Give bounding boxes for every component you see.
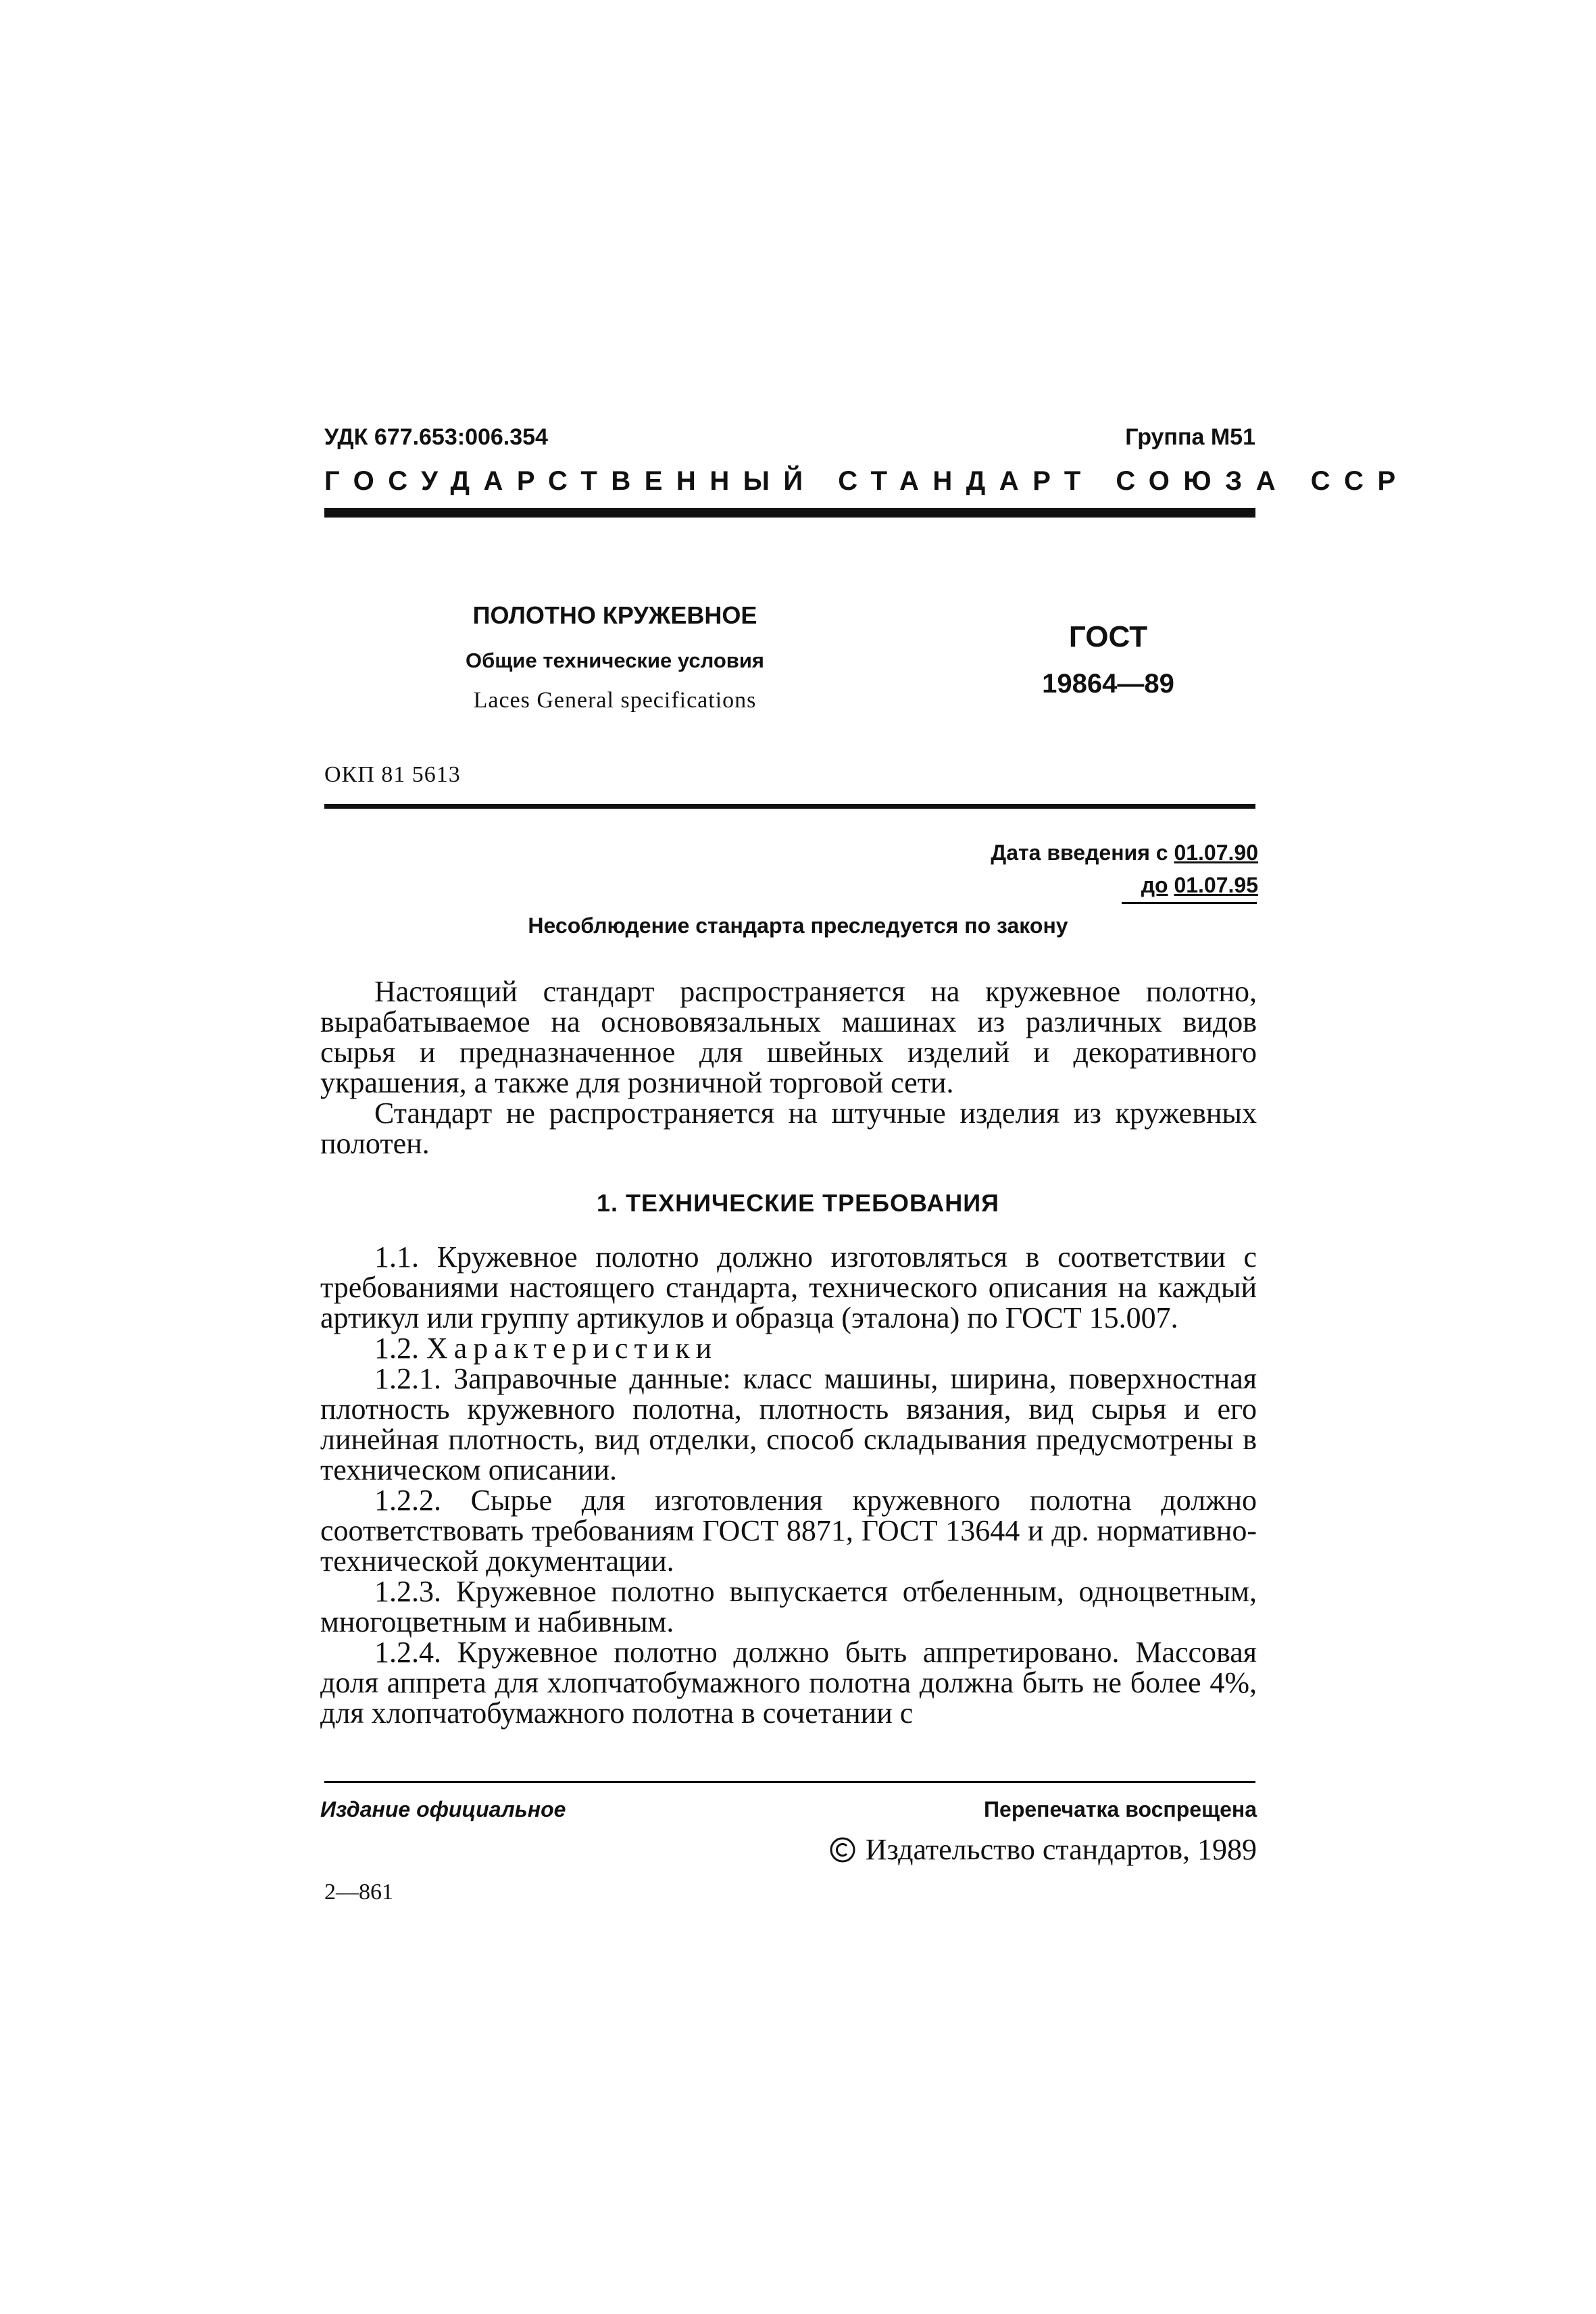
clause-1-2-4: 1.2.4. Кружевное полотно должно быть аппретировано. Массовая доля аппрета для хлопчатобумажного полотна должна быть не более 4%, для хлопчатобумажного полотна в сочетании с bbox=[320, 1636, 1257, 1730]
udk-code: УДК 677.653:006.354 bbox=[324, 424, 548, 450]
gost-label: ГОСТ bbox=[1068, 620, 1148, 653]
date-from-prefix: Дата введения с bbox=[991, 840, 1168, 865]
english-title: Laces General specifications bbox=[473, 688, 757, 713]
date-underline bbox=[1122, 902, 1257, 904]
copyright-icon bbox=[829, 1832, 856, 1867]
clause-1-1: 1.1. Кружевное полотно должно изготовляться в соответствии с требованиями настоящего стандарта, технического описания на каждый артикул или группу артикулов и образца (эталона) по ГОСТ 15.007. bbox=[320, 1240, 1257, 1334]
gost-number: 19864—89 bbox=[1042, 669, 1174, 699]
document-title: ПОЛОТНО КРУЖЕВНОЕ bbox=[472, 601, 757, 629]
footer-rule bbox=[324, 1781, 1255, 1783]
clause-1-2 bbox=[320, 1333, 1257, 1363]
state-standard-heading: ГОСУДАРСТВЕННЫЙ СТАНДАРТ СОЮЗА ССР bbox=[324, 466, 1410, 496]
date-to-value: 01.07.95 bbox=[1174, 873, 1258, 897]
group-code: Группа М51 bbox=[1125, 424, 1255, 450]
violation-notice: Несоблюдение стандарта преследуется по закону bbox=[528, 913, 1068, 938]
clause-1-2-3: 1.2.3. Кружевное полотно выпускается отбеленным, одноцветным, многоцветным и набивным. bbox=[320, 1575, 1257, 1638]
header-rule bbox=[324, 508, 1255, 518]
date-from bbox=[991, 840, 1258, 865]
copyright-text: Издательство стандартов, 1989 bbox=[865, 1833, 1257, 1866]
date-to bbox=[1141, 873, 1258, 898]
edition-label: Издание официальное bbox=[320, 1797, 566, 1821]
okp-code: ОКП 81 5613 bbox=[324, 762, 461, 787]
document-subtitle: Общие технические условия bbox=[466, 649, 764, 672]
clause-1-2-number: 1.2. bbox=[374, 1332, 419, 1365]
copyright-line bbox=[829, 1832, 1257, 1867]
clause-1-2-title: Характеристики bbox=[426, 1332, 718, 1365]
title-rule bbox=[324, 804, 1255, 809]
date-from-value: 01.07.90 bbox=[1174, 840, 1258, 865]
page-code: 2—861 bbox=[324, 1880, 393, 1905]
intro-paragraph: Настоящий стандарт распространяется на кружевное полотно, вырабатываемое на основовязальных машинах из различных видов сырья и предназначенное для швейных изделий и декоративного украшения, а также для розничной торговой сети. bbox=[320, 975, 1257, 1099]
date-to-prefix: до bbox=[1141, 873, 1168, 897]
section-body bbox=[320, 1242, 1257, 1728]
section-title: 1. ТЕХНИЧЕСКИЕ ТРЕБОВАНИЯ bbox=[597, 1189, 999, 1217]
intro-text bbox=[320, 976, 1257, 1159]
clause-1-2-1: 1.2.1. Заправочные данные: класс машины, ширина, поверхностная плотность кружевного полотна, плотность вязания, вид сырья и его линейная плотность, вид отделки, способ складывания предусмотрены в техническом описании. bbox=[320, 1362, 1257, 1486]
clause-1-2-2: 1.2.2. Сырье для изготовления кружевного полотна должно соответствовать требованиям ГОСТ 8871, ГОСТ 13644 и др. нормативно-технической документации. bbox=[320, 1484, 1257, 1578]
reprint-notice: Перепечатка воспрещена bbox=[984, 1797, 1257, 1821]
intro-paragraph: Стандарт не распространяется на штучные изделия из кружевных полотен. bbox=[320, 1097, 1257, 1160]
